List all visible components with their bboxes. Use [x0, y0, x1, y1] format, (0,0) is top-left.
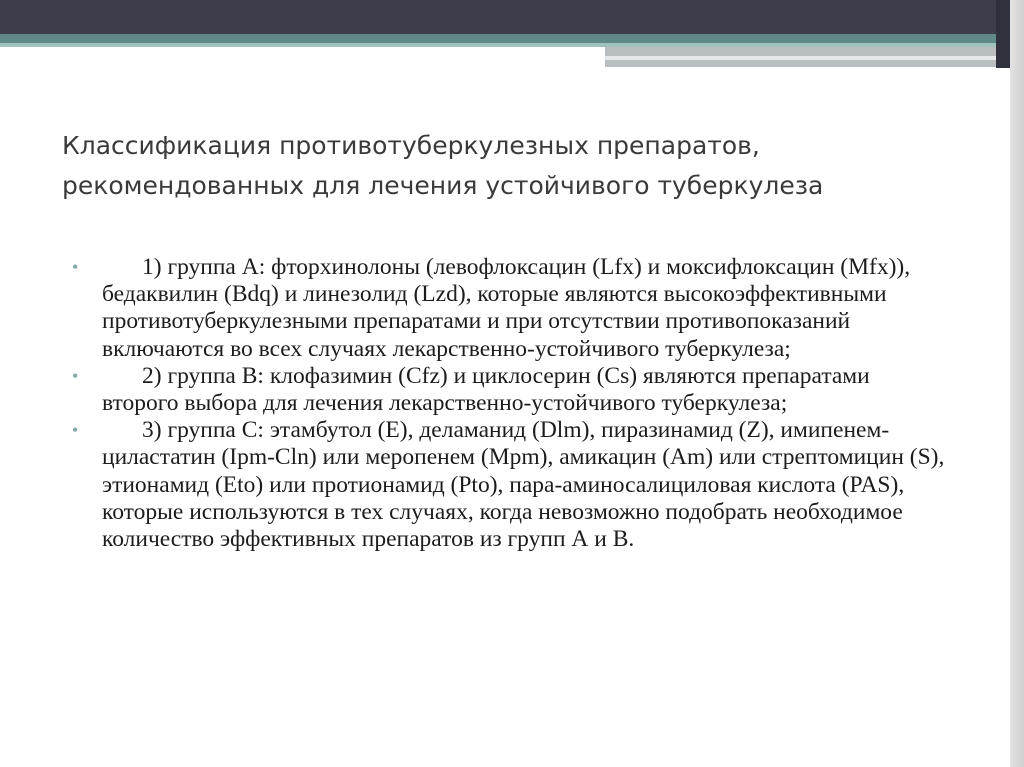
header-band [0, 0, 1024, 38]
bullet-list [72, 254, 952, 553]
bullet-icon: • [72, 257, 79, 277]
item-text: 2) группа В: клофазимин (Cfz) и циклосерин (Cs) являются препаратами второго выбора для лечения лекарственно-устойчивого туберкулеза; [102, 362, 870, 417]
right-edge [1010, 0, 1024, 767]
list-item-group-b [72, 363, 952, 417]
bullet-icon: • [72, 420, 79, 441]
decorative-line [605, 56, 1010, 60]
item-text: 1) группа А: фторхинолоны (левофлоксацин (Lfx) и моксифлоксацин (Mfx)), бедаквилин (Bdq) и линезолид (Lzd), которые являются высокоэффективными противотуберкулезными препаратами и при отсутствии противопоказаний включаются во всех случаях лекарственно-устойчивого туберкулеза; [102, 254, 911, 362]
right-edge-top [996, 0, 1010, 68]
item-text: 3) группа С: этамбутол (Е), деламанид (Dlm), пиразинамид (Z), имипенем-циластатин (Ipm-Cln) или меропенем (Mpm), амикацин (Am) или стрептомицин (S), этионамид (Eto) или протионамид (Pto), пара-аминосалициловая кислота (PAS), которые используются в тех случаях, когда невозможно подобрать необходимое количество эффективных препаратов из групп А и В. [102, 417, 945, 553]
bullet-icon: • [72, 365, 79, 386]
list-item-group-c [72, 417, 952, 553]
list-item-group-a [72, 254, 952, 363]
slide-title: Классификация противотуберкулезных препаратов, рекомендованных для лечения устойчивого туберкулеза [62, 131, 824, 200]
accent-stripe [0, 34, 1010, 43]
